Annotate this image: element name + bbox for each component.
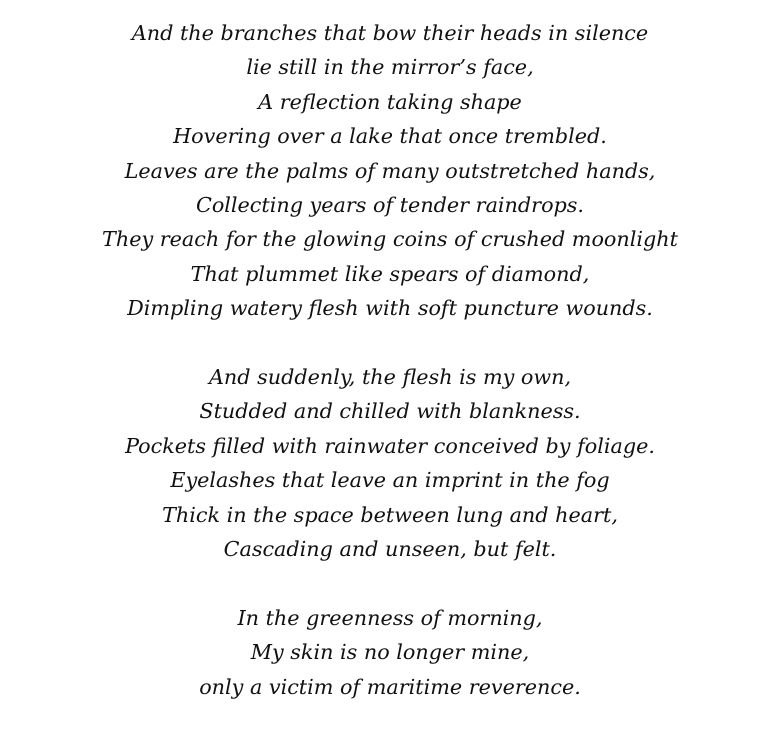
- poem-line: Studded and chilled with blankness.: [199, 399, 581, 424]
- poem-line: A reflection taking shape: [258, 89, 522, 114]
- poem-line: My skin is no longer mine,: [250, 640, 530, 665]
- poem-line: lie still in the mirror’s face,: [246, 55, 534, 80]
- poem-line: In the greenness of morning,: [237, 605, 543, 630]
- poem-line: Thick in the space between lung and heart,: [162, 502, 618, 527]
- poem-line: Dimpling watery flesh with soft puncture wounds.: [127, 296, 653, 321]
- poem-line: Leaves are the palms of many outstretched hands,: [124, 158, 656, 183]
- poem-line: And suddenly, the flesh is my own,: [208, 365, 572, 390]
- poem-line: Cascading and unseen, but felt.: [223, 537, 557, 562]
- poem-line: Eyelashes that leave an imprint in the fog: [170, 468, 610, 493]
- poem-line: That plummet like spears of diamond,: [190, 261, 590, 286]
- stanza-3: [0, 601, 780, 704]
- poem-text: [0, 16, 780, 704]
- stanza-1: [0, 16, 780, 326]
- stanza-2: [0, 360, 780, 566]
- poem-line: And the branches that bow their heads in silence: [131, 21, 649, 45]
- poem-line: Collecting years of tender raindrops.: [195, 193, 585, 218]
- poem-line: They reach for the glowing coins of crushed moonlight: [102, 227, 678, 252]
- poem-line: only a victim of maritime reverence.: [199, 674, 581, 699]
- poem-line: Hovering over a lake that once trembled.: [173, 124, 607, 149]
- poem-line: Pockets filled with rainwater conceived by foliage.: [125, 433, 655, 458]
